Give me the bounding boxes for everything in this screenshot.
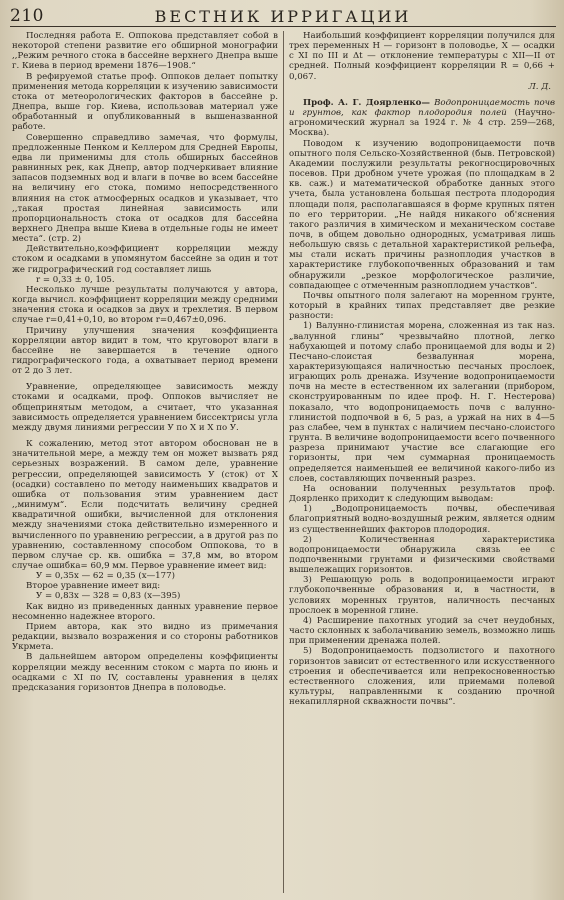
list-item: 1) Валунно-глинистая морена, сложенная из так наз. „валунной глины“ чрезвычайно плотной, легко набухающей и потому слабо проницаемой для воды и 2) Песчано-слоистая безвалунная морена, характеризующаяся наличностью песчаных прослоек, играющих роль дренажа. Изучение водопроницаемости почв на месте в естественном их залегании (прибором, сконструированным по идее проф. Н. Г. Нестерова) показало, что водопроницаемость почв с валунно-глинистой подпочвой в 6, 5 раз, а уржай на них в 4—5 раз слабее, чем в пунктах с наличием песчано-слоистого грунта. В величине водопроницаемости всего почвенного разреза принимают участие все слагающие его горизонты, при чем суммарная проницаемость определяется наименьшей ее величиной какого-либо из слоев, составляющих почвенный разрез. [289,321,555,484]
list-item: 4) Расширение пахотных угодий за счет неудобных, часто склонных к заболачиванию земель, возможно лишь при применении дренажа полей. [289,615,555,647]
article-author: Проф. А. Г. Доярленко— [303,97,430,108]
paragraph: К сожалению, метод этот автором обоснован не в значительной мере, а между тем он может вызвать ряд серьезных возражений. В самом деле, уравнение регрессии, определяющей зависимость У (сток) от X (осадки) составлено по методу наименьших квадратов и ошибка от пользования этим уравнением даст ,,минимум“. Если подсчитать величину средней квадратичной ошибки, вычисленной для отклонения между значениями стока действительно измеренного и вычисленного по уравнению регрессии, а в другой раз по уравнению, составленному способом Оппокова, то в первом случае ср. кв. ошибка = 37,8 мм, во втором случае ошибка= 60,9 мм. Первое уравнение имеет вид: [12,439,278,571]
correlation-formula: r = 0,33 ± 0, 105. [36,274,115,285]
paragraph: Действительно,коэффициент корреляции между стоком и осадками в упомянутом бассейне за один и тот же гидрографический год составляет лишь [12,244,278,275]
list-item: 3) Решающую роль в водопроницаемости играют глубокопочвенные образования и, в частности, в условиях моренных грунтов, наличность песчаных прослоек в моренной глине. [289,575,555,616]
paragraph: Несколько лучше результаты получаются у автора, когда вычисл. коэффициент корреляции между средними значения стока и осадков за двух и трехлетия. В первом случае r=0,41+0,10, во втором r=0,467±0,096. [12,284,278,326]
article-heading [289,98,555,139]
paragraph: Поводом к изучению водопроницаемости почв опытного поля Сельско-Хозяйственной (быв. Петровской) Академии послужили результаты рекогносцировочных посевов. При дробном учете урожая (по площадкам в 2 кв. саж.) и математической обработке данных этого учета, была установлена большая пестрота плодородия площади поля, располагавшаяся в форме крупных пятен по его территории. „Не найдя никакого об'яснения такого различия в химическом и механическом составе почв, в общем довольно однородных, усматривая лишь небольшую связь с детальной характеристикой рельефа, мы стали искать причины разноплодия участков в характеристике глубокопочвенных образований и там обнаружили „резкое морфологическое различие, совпадающее с отмеченным разноплодием участков“. [289,138,555,291]
list-item: 2) Количественная характеристика водопроницаемости обнаружила связь ее с подпочвенными грунтами и физическими свойствами вышележащих горизонтов. [289,534,555,576]
paragraph: Уравнение, определяющее зависимость между стоками и осадками, проф. Оппоков вычисляет не общепринятым методом, а считает, что указанная зависимость определяется уравнением биссектрисы угла между двумя линиями регрессии У по X и X по У. [12,382,278,433]
paragraph: Почвы опытного поля залегают на моренном грунте, который в крайних типах представляет две резкие разности: [289,290,555,322]
article-title: Водопроницаемость почв и грунтов, как фактор плодородия полей [289,97,556,119]
paragraph: Второе уравнение имеет вид: [26,581,161,592]
paragraph: Наибольший коэффициент корреляции получился для трех переменных H — горизонт в половодье, X — осадки с XI по III и Δt — отклонение температуры с XII—II от средней. Полный коэффициент корреляции R = 0,66 + 0,067. [289,31,555,82]
equation-second: У = 0,83x — 328 = 0,83 (x—395) [36,591,181,602]
article-source: (Научно-агрономический журнал за 1924 г. № 4 стр. 259—268, Москва). [289,108,555,139]
column-divider [283,31,284,893]
paragraph: Последняя работа Е. Оппокова представляет собой в некоторой степени развитие его обширной монографии ,,Режим речного стока в бассейне верхнего Днепра выше г. Киева в период времени 1876—1908.“ [12,31,278,72]
equation-first: У = 0,35x — 62 = 0,35 (x—177) [36,571,175,582]
journal-title: ВЕСТНИК ИРРИГАЦИИ [154,7,412,26]
paragraph: Совершенно справедливо замечая, что формулы, предложенные Пенком и Келлером для Средней Европы, едва ли применимы для столь обширных бассейнов равнинных рек, как Днепр, автор подчеркивает влияние запасов подземных вод и влаги в почве во всем бассейне на величину его стока, помимо непосредственного влияния на сток атмосферных осадков и указывает, что ,,такая простая линейная зависимость или пропорциональность стока от осадков для бассейна верхнего Днепра выше Киева в отдельные годы не имеет места“. (стр. 2) [12,132,278,245]
list-item: 5) Водопроницаемость подзолистого и пахотного горизонтов зависит от естественного или искусственного строения и обеспечивается или непрекосновенностью естественного сложения, или приемами полевой культуры, направленными к созданию прочной некапиллярной скважности почвы“. [289,646,555,708]
paragraph: Как видно из приведенных данных уравнение первое несомненно надежнее второго. [12,601,278,622]
left-column [12,31,278,693]
paragraph: Причину улучшения значения коэффициента корреляции автор видит в том, что круговорот влаги в бассейне не завершается в течение одного гидрографического года, а охватывает период времени от 2 до 3 лет. [12,325,278,377]
review-signature: Л. Д. [528,81,551,92]
right-column [289,31,555,707]
paragraph: В рефируемой статье проф. Оппоков делает попытку применения метода корреляции к изучению зависимости стока от метеорологических факторов в бассейне р. Днепра, выше гор. Киева, использовав материал уже обработанный и опубликованный в вышеназванной работе. [12,71,278,133]
paragraph: В дальнейшем автором определены коэффициенты корреляции между весенним стоком с марта по июнь и осадками с XI по IV, составлены уравнения в целях предсказания горизонтов Днепра в половодье. [12,652,278,693]
paragraph: Прием автора, как это видно из примечания редакции, вызвало возражения и со стороны работников Укрмета. [12,621,278,653]
list-item: 1) „Водопроницаемость почвы, обеспечивая благоприятный водно-воздушный режим, является одним из существеннейших факторов плодородия. [289,504,555,535]
page-header [10,4,556,27]
page-number: 210 [10,6,44,26]
paragraph: На основании полученных результатов проф. Доярленко приходит к следующим выводам: [289,483,555,505]
